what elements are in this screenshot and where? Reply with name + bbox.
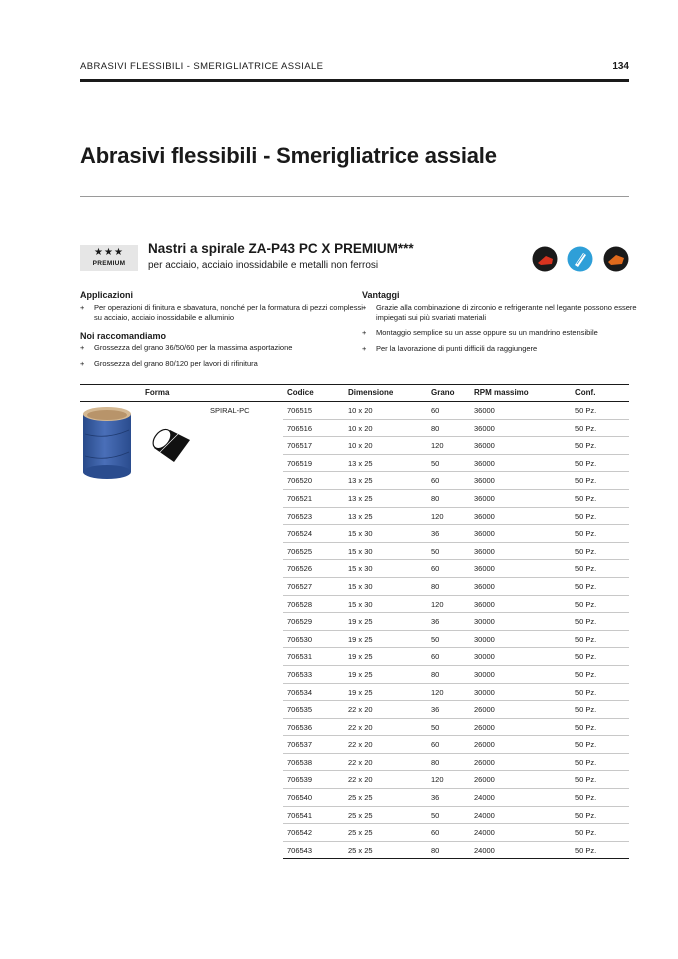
cell-conf: 50 Pz. xyxy=(575,423,597,433)
cell-conf: 50 Pz. xyxy=(575,493,597,503)
table-row xyxy=(283,719,629,737)
cell-dimensione: 25 x 25 xyxy=(348,810,373,820)
cell-dimensione: 13 x 25 xyxy=(348,511,373,521)
title-rule xyxy=(80,196,629,197)
table-row xyxy=(283,754,629,772)
cell-rpm: 36000 xyxy=(474,441,495,451)
cell-rpm: 30000 xyxy=(474,634,495,644)
cell-conf: 50 Pz. xyxy=(575,810,597,820)
cell-conf: 50 Pz. xyxy=(575,757,597,767)
cell-codice: 706524 xyxy=(287,529,313,539)
cell-rpm: 26000 xyxy=(474,775,495,785)
cell-conf: 50 Pz. xyxy=(575,634,597,644)
cell-dimensione: 22 x 20 xyxy=(348,740,373,750)
cell-conf: 50 Pz. xyxy=(575,441,597,451)
cell-rpm: 24000 xyxy=(474,845,495,855)
cell-grano: 50 xyxy=(431,722,440,732)
cell-codice: 706529 xyxy=(287,617,313,627)
col-forma: Forma xyxy=(145,388,170,397)
cell-rpm: 36000 xyxy=(474,529,495,539)
cell-dimensione: 22 x 20 xyxy=(348,757,373,767)
table-row xyxy=(283,684,629,702)
table-header xyxy=(80,384,629,402)
table-row xyxy=(283,560,629,578)
cell-grano: 120 xyxy=(431,599,444,609)
applicazioni-heading: Applicazioni xyxy=(80,290,134,300)
cell-conf: 50 Pz. xyxy=(575,511,597,521)
cell-conf: 50 Pz. xyxy=(575,828,597,838)
cell-rpm: 26000 xyxy=(474,722,495,732)
cell-codice: 706515 xyxy=(287,406,313,415)
col-dimensione: Dimensione xyxy=(348,388,394,397)
col-conf: Conf. xyxy=(575,388,596,397)
table-row xyxy=(283,789,629,807)
spiral-band-image xyxy=(80,404,140,480)
col-grano: Grano xyxy=(431,388,455,397)
table-row xyxy=(283,648,629,666)
bullet-text: Montaggio semplice su un asse oppure su un mandrino estensibile xyxy=(376,328,598,337)
cell-codice: 706517 xyxy=(287,441,313,451)
table-row xyxy=(283,824,629,842)
table-body xyxy=(283,402,629,859)
cell-grano: 50 xyxy=(431,546,440,556)
cell-grano: 60 xyxy=(431,740,440,750)
cell-grano: 80 xyxy=(431,581,440,591)
cell-dimensione: 22 x 20 xyxy=(348,705,373,715)
cell-rpm: 36000 xyxy=(474,564,495,574)
cell-rpm: 26000 xyxy=(474,705,495,715)
cell-dimensione: 19 x 25 xyxy=(348,669,373,679)
bullet-text: Per operazioni di finitura e sbavatura, nonché per la formatura di pezzi complessi su acciaio, acciaio inossidabile e alluminio xyxy=(94,303,363,322)
cell-codice: 706520 xyxy=(287,476,313,486)
table-row xyxy=(283,437,629,455)
cell-rpm: 24000 xyxy=(474,828,495,838)
cell-codice: 706516 xyxy=(287,423,313,433)
table-row xyxy=(283,596,629,614)
cell-grano: 120 xyxy=(431,441,444,451)
bullet-symbol: + xyxy=(80,303,85,312)
page-number: 134 xyxy=(612,61,629,72)
running-title: ABRASIVI FLESSIBILI - SMERIGLIATRICE ASSIALE xyxy=(80,61,324,72)
cell-rpm: 30000 xyxy=(474,687,495,697)
cell-dimensione: 13 x 25 xyxy=(348,458,373,468)
list-item xyxy=(80,359,364,369)
cell-grano: 60 xyxy=(431,476,440,486)
cell-rpm: 36000 xyxy=(474,423,495,433)
cell-rpm: 36000 xyxy=(474,511,495,521)
cell-conf: 50 Pz. xyxy=(575,617,597,627)
table-row xyxy=(283,525,629,543)
cell-rpm: 36000 xyxy=(474,599,495,609)
cell-rpm: 36000 xyxy=(474,406,495,415)
premium-badge xyxy=(80,245,138,271)
cell-codice: 706533 xyxy=(287,669,313,679)
cell-grano: 36 xyxy=(431,529,440,539)
cell-codice: 706525 xyxy=(287,546,313,556)
cell-codice: 706539 xyxy=(287,775,313,785)
cell-codice: 706534 xyxy=(287,687,313,697)
cell-grano: 36 xyxy=(431,617,440,627)
cell-codice: 706537 xyxy=(287,740,313,750)
cell-dimensione: 22 x 20 xyxy=(348,775,373,785)
premium-label: PREMIUM xyxy=(92,260,126,267)
table-row xyxy=(283,543,629,561)
bullet-symbol: + xyxy=(362,344,367,353)
list-item xyxy=(80,343,367,353)
cell-dimensione: 22 x 20 xyxy=(348,722,373,732)
cell-grano: 50 xyxy=(431,810,440,820)
stainless-steel-icon xyxy=(567,246,593,272)
cell-grano: 120 xyxy=(431,775,444,785)
cell-codice: 706526 xyxy=(287,564,313,574)
cell-rpm: 30000 xyxy=(474,652,495,662)
cell-grano: 36 xyxy=(431,705,440,715)
cell-rpm: 36000 xyxy=(474,546,495,556)
table-row xyxy=(283,420,629,438)
cell-conf: 50 Pz. xyxy=(575,458,597,468)
cell-codice: 706527 xyxy=(287,581,313,591)
bullet-symbol: + xyxy=(80,359,85,368)
list-item xyxy=(362,344,643,354)
bullet-symbol: + xyxy=(362,303,367,312)
cell-grano: 80 xyxy=(431,493,440,503)
cell-codice: 706542 xyxy=(287,828,313,838)
cell-rpm: 30000 xyxy=(474,669,495,679)
bullet-text: Grossezza del grano 80/120 per lavori di rifinitura xyxy=(94,359,258,368)
cell-conf: 50 Pz. xyxy=(575,740,597,750)
cell-rpm: 26000 xyxy=(474,740,495,750)
star-rating-icon: ★★★ xyxy=(94,247,124,258)
cell-codice: 706540 xyxy=(287,793,313,803)
cell-grano: 80 xyxy=(431,423,440,433)
cell-conf: 50 Pz. xyxy=(575,529,597,539)
cell-conf: 50 Pz. xyxy=(575,581,597,591)
steel-icon xyxy=(532,246,558,272)
col-rpm: RPM massimo xyxy=(474,388,529,397)
product-table xyxy=(80,384,629,855)
cell-grano: 80 xyxy=(431,669,440,679)
cell-conf: 50 Pz. xyxy=(575,652,597,662)
non-ferrous-metal-icon xyxy=(603,246,629,272)
table-row xyxy=(283,613,629,631)
table-row xyxy=(283,631,629,649)
cell-grano: 50 xyxy=(431,458,440,468)
running-header xyxy=(80,61,629,75)
table-row xyxy=(283,771,629,789)
cell-codice: 706528 xyxy=(287,599,313,609)
table-row xyxy=(283,842,629,860)
cell-grano: 120 xyxy=(431,687,444,697)
cell-dimensione: 13 x 25 xyxy=(348,493,373,503)
cell-conf: 50 Pz. xyxy=(575,546,597,556)
table-row xyxy=(283,508,629,526)
cell-dimensione: 13 x 25 xyxy=(348,476,373,486)
raccomandiamo-heading: Noi raccomandiamo xyxy=(80,331,167,341)
cell-codice: 706541 xyxy=(287,810,313,820)
cell-dimensione: 10 x 20 xyxy=(348,406,373,415)
cell-codice: 706521 xyxy=(287,493,313,503)
cell-conf: 50 Pz. xyxy=(575,599,597,609)
cell-dimensione: 19 x 25 xyxy=(348,617,373,627)
table-row xyxy=(283,490,629,508)
cell-dimensione: 25 x 25 xyxy=(348,828,373,838)
cell-codice: 706531 xyxy=(287,652,313,662)
table-row xyxy=(283,402,629,420)
cell-grano: 60 xyxy=(431,828,440,838)
cell-grano: 60 xyxy=(431,564,440,574)
page-title: Abrasivi flessibili - Smerigliatrice assiale xyxy=(80,143,497,168)
col-codice: Codice xyxy=(287,388,314,397)
cell-dimensione: 15 x 30 xyxy=(348,599,373,609)
cell-rpm: 24000 xyxy=(474,793,495,803)
cell-conf: 50 Pz. xyxy=(575,722,597,732)
cell-codice: 706519 xyxy=(287,458,313,468)
cell-dimensione: 10 x 20 xyxy=(348,441,373,451)
cell-rpm: 36000 xyxy=(474,493,495,503)
cell-dimensione: 15 x 30 xyxy=(348,529,373,539)
table-row xyxy=(283,455,629,473)
cell-conf: 50 Pz. xyxy=(575,845,597,855)
cell-conf: 50 Pz. xyxy=(575,564,597,574)
form-label: SPIRAL-PC xyxy=(210,406,250,415)
cell-codice: 706523 xyxy=(287,511,313,521)
cell-conf: 50 Pz. xyxy=(575,793,597,803)
spiral-band-diagram xyxy=(148,424,196,468)
vantaggi-heading: Vantaggi xyxy=(362,290,400,300)
cell-grano: 120 xyxy=(431,511,444,521)
bullet-text: Grazie alla combinazione di zirconio e refrigerante nel legante possono essere impiegati sui più svariati materiali xyxy=(376,303,637,322)
cell-conf: 50 Pz. xyxy=(575,406,597,415)
cell-rpm: 26000 xyxy=(474,757,495,767)
cell-rpm: 36000 xyxy=(474,581,495,591)
cell-grano: 60 xyxy=(431,652,440,662)
cell-codice: 706543 xyxy=(287,845,313,855)
cell-dimensione: 15 x 30 xyxy=(348,581,373,591)
cell-rpm: 30000 xyxy=(474,617,495,627)
cell-dimensione: 15 x 30 xyxy=(348,546,373,556)
cell-rpm: 36000 xyxy=(474,458,495,468)
table-row xyxy=(283,736,629,754)
cell-grano: 36 xyxy=(431,793,440,803)
cell-codice: 706535 xyxy=(287,705,313,715)
cell-codice: 706536 xyxy=(287,722,313,732)
cell-conf: 50 Pz. xyxy=(575,669,597,679)
list-item xyxy=(80,303,367,323)
table-row xyxy=(283,701,629,719)
cell-dimensione: 19 x 25 xyxy=(348,687,373,697)
cell-grano: 80 xyxy=(431,845,440,855)
cell-codice: 706530 xyxy=(287,634,313,644)
cell-conf: 50 Pz. xyxy=(575,687,597,697)
cell-dimensione: 10 x 20 xyxy=(348,423,373,433)
header-rule xyxy=(80,79,629,82)
list-item xyxy=(362,328,643,338)
cell-grano: 50 xyxy=(431,634,440,644)
cell-grano: 80 xyxy=(431,757,440,767)
cell-dimensione: 19 x 25 xyxy=(348,652,373,662)
product-title: Nastri a spirale ZA-P43 PC X PREMIUM*** xyxy=(148,241,414,256)
cell-codice: 706538 xyxy=(287,757,313,767)
bullet-symbol: + xyxy=(362,328,367,337)
table-row xyxy=(283,807,629,825)
cell-dimensione: 15 x 30 xyxy=(348,564,373,574)
cell-rpm: 24000 xyxy=(474,810,495,820)
cell-conf: 50 Pz. xyxy=(575,775,597,785)
cell-dimensione: 25 x 25 xyxy=(348,793,373,803)
cell-grano: 60 xyxy=(431,406,440,415)
list-item xyxy=(362,303,643,323)
cell-dimensione: 25 x 25 xyxy=(348,845,373,855)
cell-dimensione: 19 x 25 xyxy=(348,634,373,644)
cell-rpm: 36000 xyxy=(474,476,495,486)
bullet-text: Grossezza del grano 36/50/60 per la massima asportazione xyxy=(94,343,293,352)
table-row xyxy=(283,472,629,490)
table-row xyxy=(283,578,629,596)
table-row xyxy=(283,666,629,684)
product-subtitle: per acciaio, acciaio inossidabile e metalli non ferrosi xyxy=(148,260,379,271)
cell-conf: 50 Pz. xyxy=(575,705,597,715)
form-cell xyxy=(80,402,283,484)
bullet-symbol: + xyxy=(80,343,85,352)
bullet-text: Per la lavorazione di punti difficili da raggiungere xyxy=(376,344,538,353)
cell-conf: 50 Pz. xyxy=(575,476,597,486)
